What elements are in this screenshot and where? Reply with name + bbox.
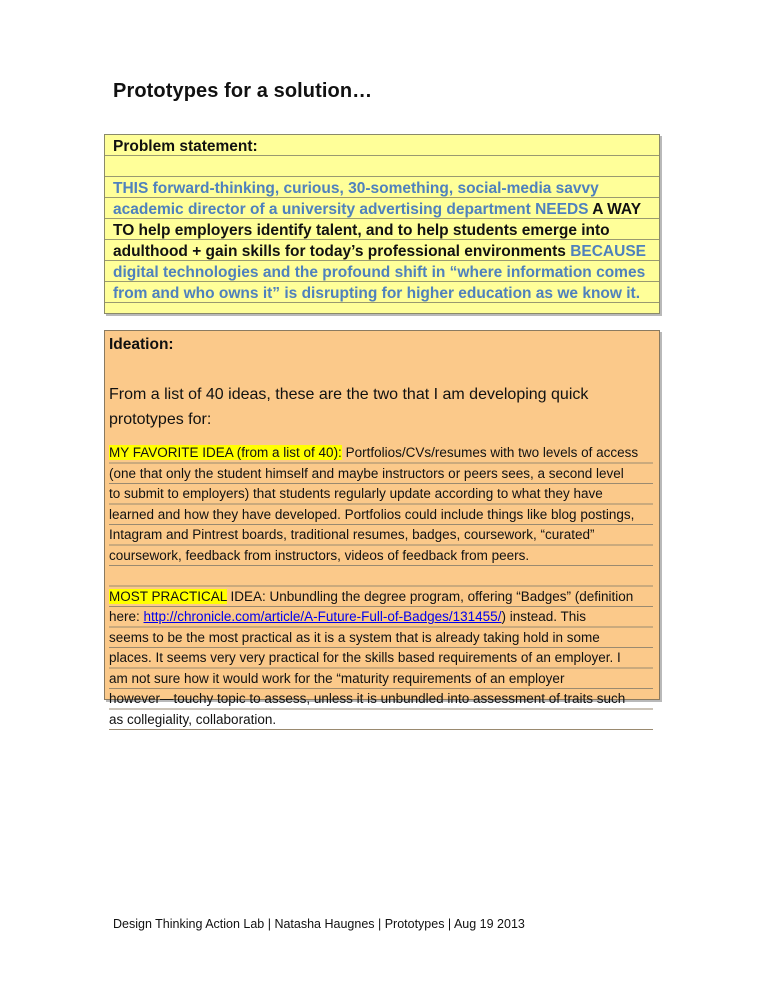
problem-text-segment: academic director of a university advertising department NEEDS (113, 201, 593, 218)
ideation-heading: Ideation: (109, 336, 174, 353)
practical-idea-line: as collegiality, collaboration. (109, 711, 277, 727)
ideation-box (104, 330, 660, 727)
practical-idea-text: IDEA: Unbundling the degree program, offering “Badges” (definition (226, 588, 634, 604)
problem-text-segment: BECAUSE (570, 243, 646, 260)
problem-lines (113, 178, 653, 304)
problem-line (113, 199, 653, 220)
practical-idea-line: am not sure how it would work for the “maturity requirements of an employer (109, 670, 565, 686)
problem-text-segment: adulthood + gain skills for today’s professional environments (113, 243, 571, 260)
problem-line (113, 178, 653, 199)
practical-idea-line: places. It seems very very practical for the skills based requirements of an employer. I (109, 650, 621, 665)
favorite-idea-line: learned and how they have developed. Portfolios could include things like blog postings, (109, 506, 635, 522)
badges-article-link[interactable]: http://chronicle.com/article/A-Future-Full-of-Badges/131455/ (143, 609, 502, 624)
favorite-idea-line: to submit to employers) that students regularly update according to what they have (109, 486, 603, 501)
favorite-idea-line: (one that only the student himself and maybe instructors or peers sees, a second level (109, 465, 624, 481)
problem-line (113, 262, 653, 283)
problem-text-segment: A WAY (592, 201, 642, 218)
problem-line (113, 220, 653, 241)
ideation-intro-line: prototypes for: (109, 411, 212, 428)
practical-idea-line: however—touchy topic to assess, unless it is unbundled into assessment of traits such (109, 691, 626, 706)
ideation-intro-line: From a list of 40 ideas, these are the two that I am developing quick (109, 386, 589, 403)
favorite-idea-label: MY FAVORITE IDEA (from a list of 40): (109, 445, 342, 460)
problem-content (105, 135, 659, 304)
practical-idea-label: MOST PRACTICAL (109, 588, 227, 604)
problem-line (113, 283, 653, 304)
page-footer: Design Thinking Action Lab | Natasha Haugnes | Prototypes | Aug 19 2013 (113, 917, 525, 931)
problem-heading: Problem statement: (113, 138, 258, 155)
ideation-content (105, 331, 659, 730)
problem-text-segment: THIS forward-thinking, curious, 30-something, social-media savvy (113, 180, 599, 197)
favorite-idea-line: Intagram and Pintrest boards, traditional resumes, badges, coursework, “curated” (109, 527, 595, 542)
practical-idea-link-line (109, 607, 653, 628)
favorite-idea-first-line (109, 443, 653, 464)
link-suffix: ) instead. This (501, 609, 586, 624)
practical-idea-first-line (109, 587, 653, 608)
problem-text-segment: TO help employers identify talent, and to help students emerge into (113, 222, 610, 239)
problem-text-segment: from and who owns it” is disrupting for higher education as we know it. (113, 285, 641, 302)
favorite-idea-line: coursework, feedback from instructors, videos of feedback from peers. (109, 547, 530, 563)
problem-line (113, 241, 653, 262)
problem-text-segment: digital technologies and the profound shift in “where information comes (113, 264, 646, 281)
favorite-idea-text: Portfolios/CVs/resumes with two levels of access (341, 445, 639, 460)
favorite-idea (109, 443, 653, 730)
practical-idea-line: seems to be the most practical as it is a system that is already taking hold in some (109, 629, 600, 645)
link-prefix: here: (109, 609, 144, 624)
page-title: Prototypes for a solution… (113, 80, 373, 102)
problem-statement-box (104, 134, 660, 314)
